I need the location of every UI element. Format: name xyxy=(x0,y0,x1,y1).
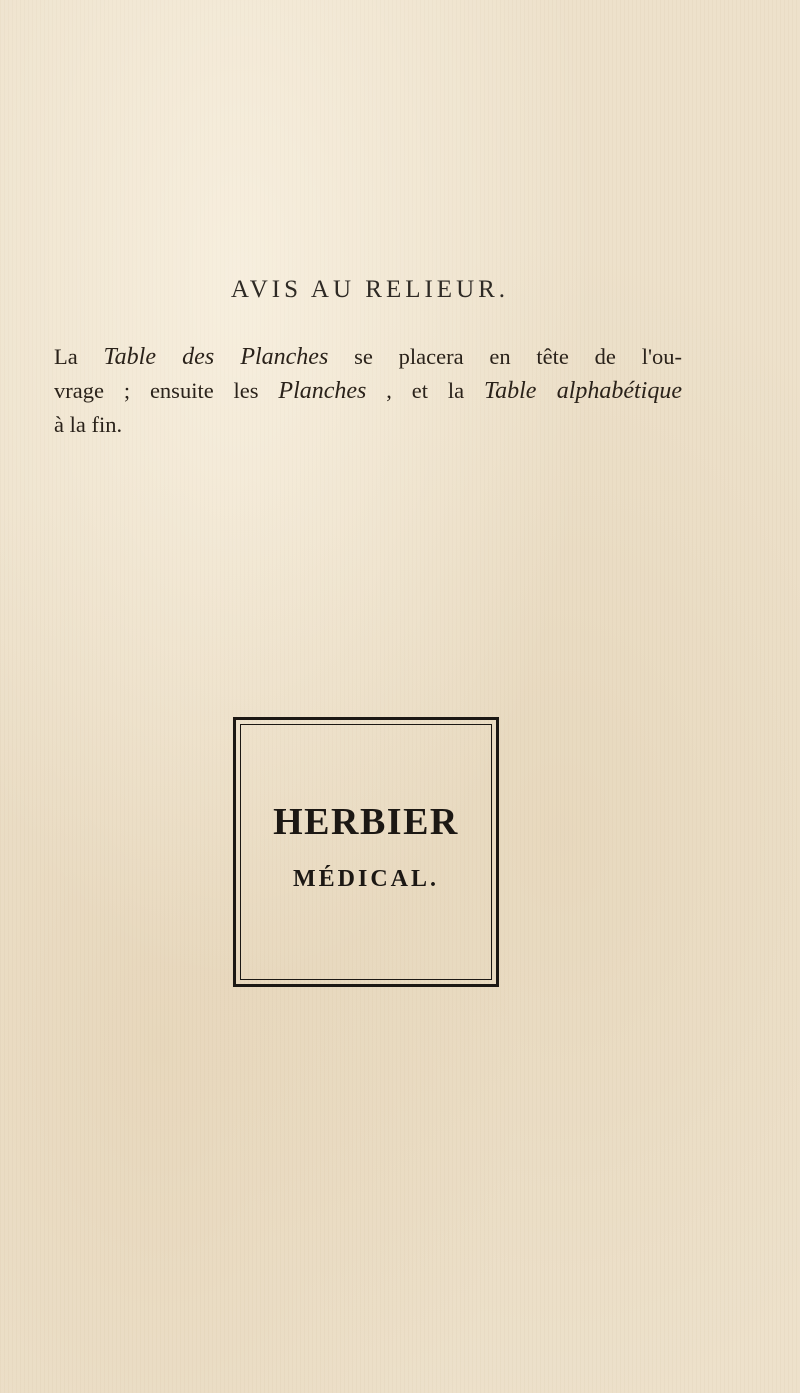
book-subtitle: MÉDICAL. xyxy=(292,866,439,892)
notice-emphasis-planches: Planches xyxy=(278,378,367,404)
notice-line-3: à la fin. xyxy=(54,412,123,437)
notice-line-2: vrage ; ensuite les Planches , et la Table alphabétique xyxy=(54,378,682,404)
notice-emphasis-table-alphabetique: Table alphabétique xyxy=(483,378,682,404)
book-title: HERBIER xyxy=(273,801,459,843)
notice-line-1: La Table des Planches se placera en tête de l'ou- xyxy=(54,344,683,370)
notice-emphasis-table-des-planches: Table des Planches xyxy=(103,344,329,370)
binder-notice-text xyxy=(54,340,682,441)
title-frame xyxy=(233,717,499,987)
binder-notice-heading: AVIS AU RELIEUR. xyxy=(230,276,510,303)
